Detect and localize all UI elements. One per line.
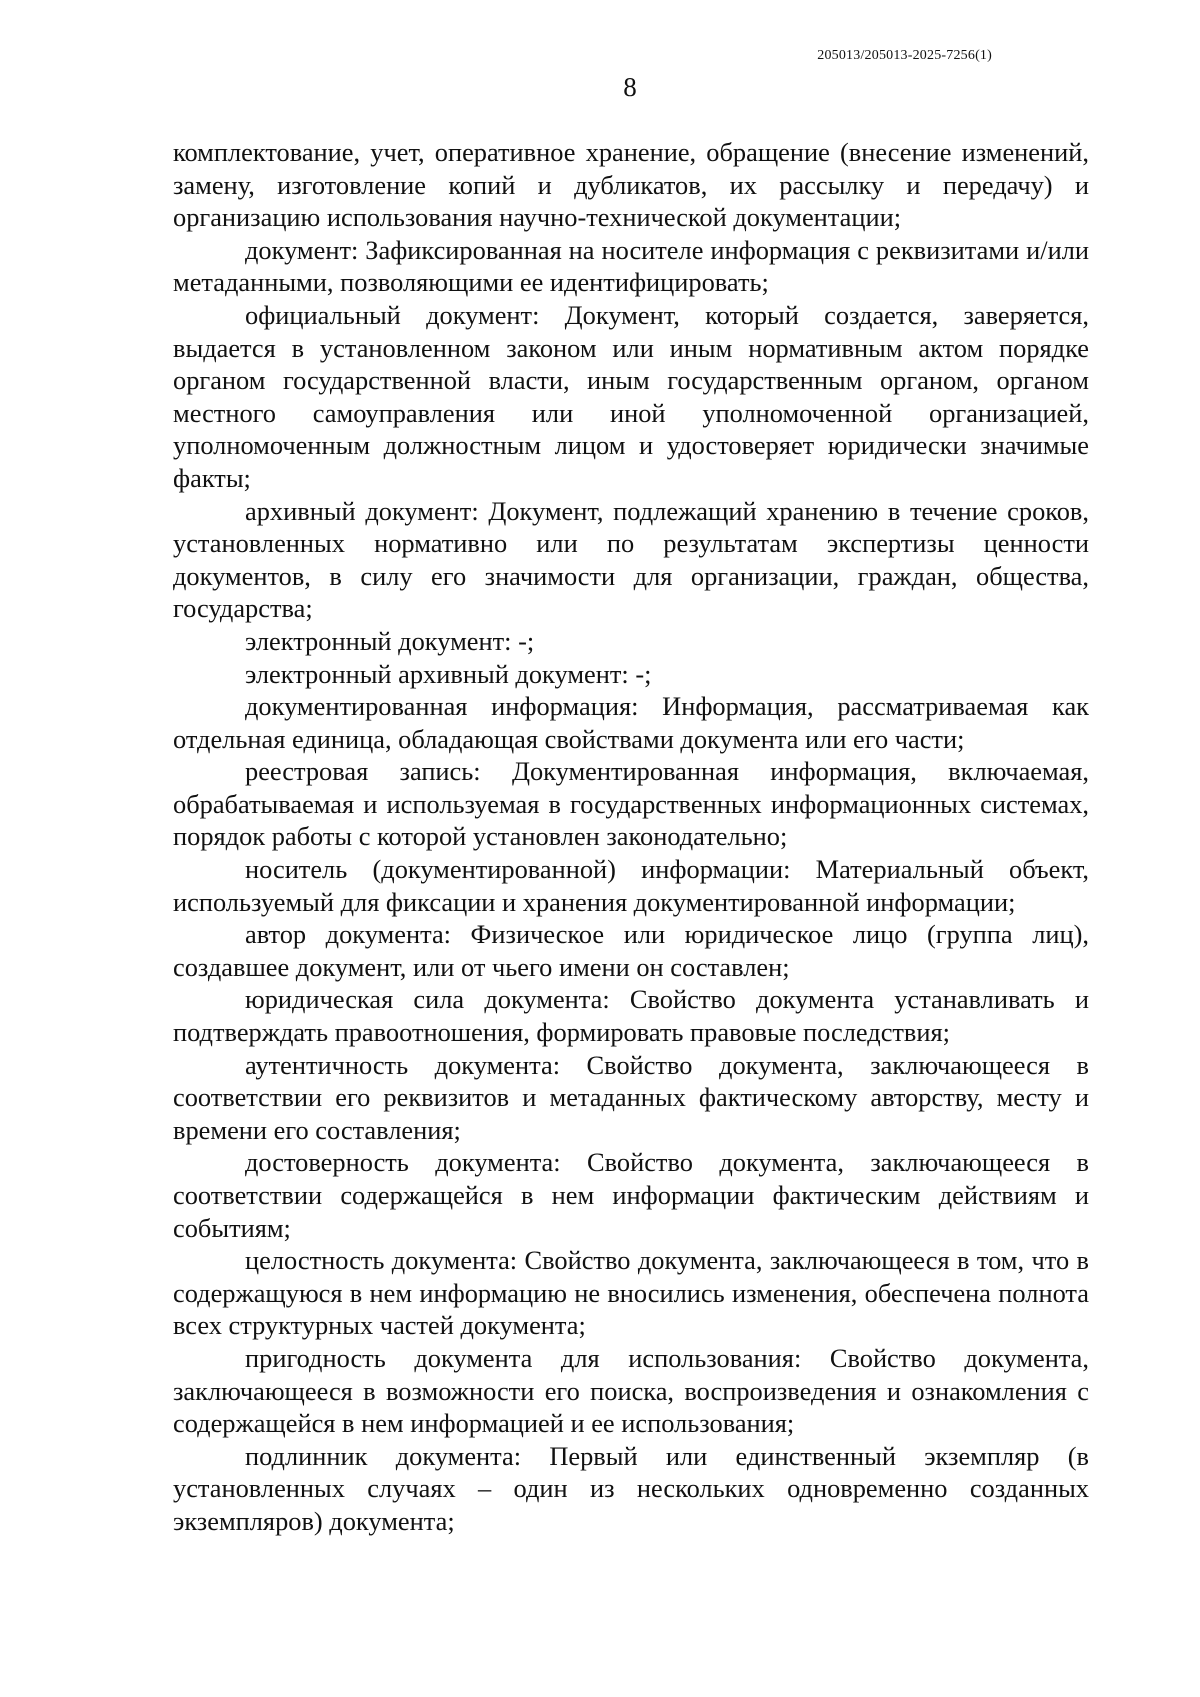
paragraph-continuation: комплектование, учет, оперативное хранение, обращение (внесение изменений, замену, изготовление копий и дубликатов, их рассылку и передачу) и организацию использования научно-технической документации; — [173, 137, 1089, 233]
definition-reliability: достоверность документа: Свойство документа, заключающееся в соответствии содержащейся в нем информации фактическим действиям и событиям; — [173, 1147, 1089, 1243]
definition-integrity: целостность документа: Свойство документа, заключающееся в том, что в содержащуюся в нем информацию не вносились изменения, обеспечена полнота всех структурных частей документа; — [173, 1245, 1089, 1341]
definition-usability: пригодность документа для использования: Свойство документа, заключающееся в возможности его поиска, воспроизведения и ознакомления с содержащейся в нем информацией и ее использования; — [173, 1342, 1089, 1439]
definition-electronic-document: электронный документ: -; — [245, 625, 535, 656]
definition-official-document: официальный документ: Документ, который создается, заверяется, выдается в установленном законом или иным нормативным актом порядке органом государственной власти, иным государственным органом, органом местного самоуправления или иной уполномоченной организацией, уполномоченным должностным лицом и удостоверяет юридически значимые факты; — [173, 299, 1089, 493]
definition-registry-record: реестровая запись: Документированная информация, включаемая, обрабатываемая и используемая в государственных информационных системах, порядок работы с которой установлен законодательно; — [173, 756, 1089, 852]
document-body — [173, 136, 1089, 1538]
page-number: 8 — [623, 72, 637, 102]
definition-document: документ: Зафиксированная на носителе информация с реквизитами и/или метаданными, позволяющими ее идентифицировать; — [173, 234, 1089, 298]
definition-electronic-archival-document: электронный архивный документ: -; — [245, 658, 652, 689]
definition-archival-document: архивный документ: Документ, подлежащий хранению в течение сроков, установленных нормативно или по результатам экспертизы ценности документов, в силу его значимости для организации, граждан, общества, государства; — [173, 495, 1089, 624]
definition-legal-force: юридическая сила документа: Свойство документа устанавливать и подтверждать правоотношения, формировать правовые последствия; — [173, 984, 1089, 1048]
definition-information-carrier: носитель (документированной) информации: Материальный объект, используемый для фиксации и хранения документированной информации; — [173, 854, 1089, 917]
definition-original-document: подлинник документа: Первый или единственный экземпляр (в установленных случаях – один из нескольких одновременно созданных экземпляров) документа; — [173, 1440, 1089, 1536]
definition-authenticity: аутентичность документа: Свойство документа, заключающееся в соответствии его реквизитов и метаданных фактическому авторству, месту и времени его составления; — [173, 1049, 1089, 1145]
definition-documented-information: документированная информация: Информация, рассматриваемая как отдельная единица, обладающая свойствами документа или его части; — [173, 691, 1089, 754]
document-registration-number: 205013/205013-2025-7256(1) — [817, 48, 992, 63]
definition-document-author: автор документа: Физическое или юридическое лицо (группа лиц), создавшее документ, или от чьего имени он составлен; — [173, 919, 1089, 982]
